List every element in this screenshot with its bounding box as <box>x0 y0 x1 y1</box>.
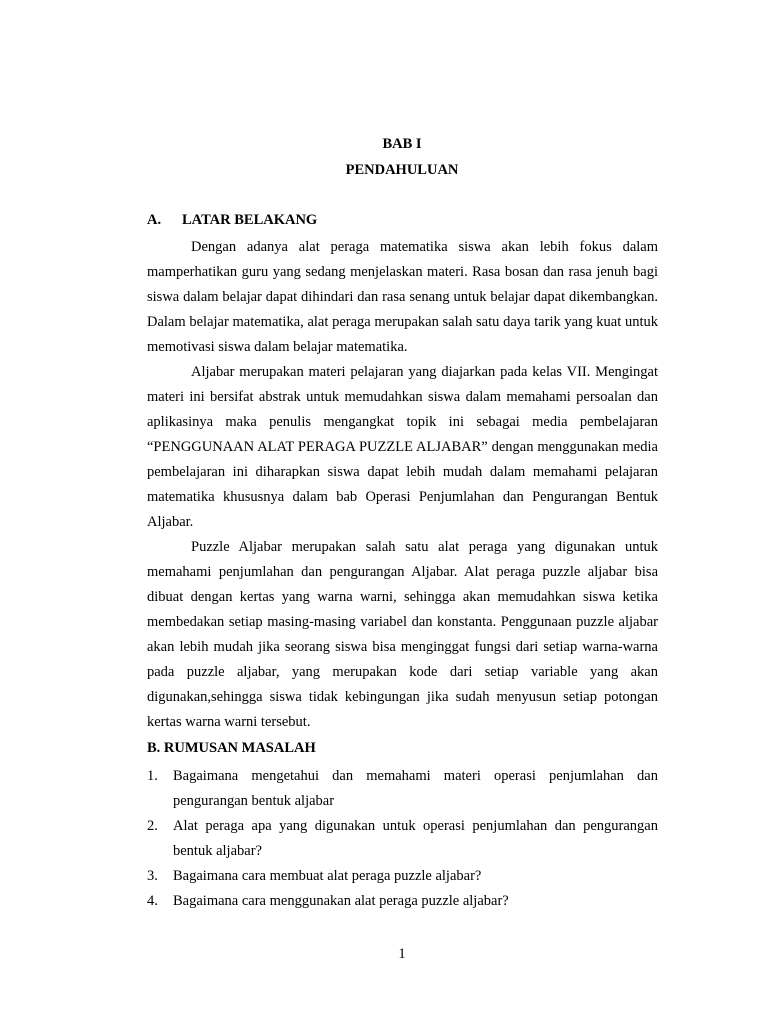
list-number: 4. <box>147 893 158 909</box>
section-a-number: A. <box>147 212 162 228</box>
list-text: Bagaimana cara menggunakan alat peraga puzzle aljabar? <box>173 893 509 909</box>
page-number: 1 <box>398 946 406 962</box>
section-a-title: LATAR BELAKANG <box>182 212 318 228</box>
chapter-title: PENDAHULUAN <box>345 162 459 178</box>
list-text: Bagaimana mengetahui dan memahami materi operasi penjumlahan dan pengurangan bentuk aljabar <box>173 768 658 809</box>
chapter-label: BAB I <box>382 136 422 152</box>
list-item <box>147 814 658 864</box>
list-number: 1. <box>147 768 158 784</box>
list-text: Bagaimana cara membuat alat peraga puzzle aljabar? <box>173 868 482 884</box>
problem-list <box>147 764 658 914</box>
list-item <box>147 864 658 889</box>
list-number: 3. <box>147 868 158 884</box>
list-item <box>147 889 658 914</box>
paragraph: Aljabar merupakan materi pelajaran yang diajarkan pada kelas VII. Mengingat materi ini bersifat abstrak untuk memudahkan siswa dalam memahami persoalan dan aplikasinya maka penulis mengangkat topik ini sebagai media pembelajaran “PENGGUNAAN ALAT PERAGA PUZZLE ALJABAR” dengan menggunakan media pembelajaran ini diharapkan siswa dapat lebih mudah dalam memahami pelajaran matematika khususnya dalam bab Operasi Penjumlahan dan Pengurangan Bentuk Aljabar. <box>147 364 658 530</box>
list-number: 2. <box>147 818 158 834</box>
background-text <box>147 235 658 735</box>
list-item <box>147 764 658 814</box>
section-a-heading <box>147 212 317 229</box>
list-text: Alat peraga apa yang digunakan untuk operasi penjumlahan dan pengurangan bentuk aljabar? <box>173 818 658 859</box>
paragraph: Dengan adanya alat peraga matematika siswa akan lebih fokus dalam mamperhatikan guru yang sedang menjelaskan materi. Rasa bosan dan rasa jenuh bagi siswa dalam belajar dapat dihindari dan rasa senang untuk belajar dapat dikembangkan. Dalam belajar matematika, alat peraga merupakan salah satu daya tarik yang kuat untuk memotivasi siswa dalam belajar matematika. <box>147 239 658 355</box>
paragraph: Puzzle Aljabar merupakan salah satu alat peraga yang digunakan untuk memahami penjumlahan dan pengurangan Aljabar. Alat peraga puzzle aljabar bisa dibuat dengan kertas yang warna warni, sehingga akan memudahkan siswa ketika membedakan setiap masing-masing variabel dan konstanta. Penggunaan puzzle aljabar akan lebih mudah jika seorang siswa bisa menginggat fungsi dari setiap warna-warna pada puzzle aljabar, yang merupakan kode dari setiap variable yang akan digunakan,sehingga siswa tidak kebingungan jika sudah menyusun setiap potongan kertas warna warni tersebut. <box>147 539 658 730</box>
section-b-heading: B. RUMUSAN MASALAH <box>147 740 316 756</box>
